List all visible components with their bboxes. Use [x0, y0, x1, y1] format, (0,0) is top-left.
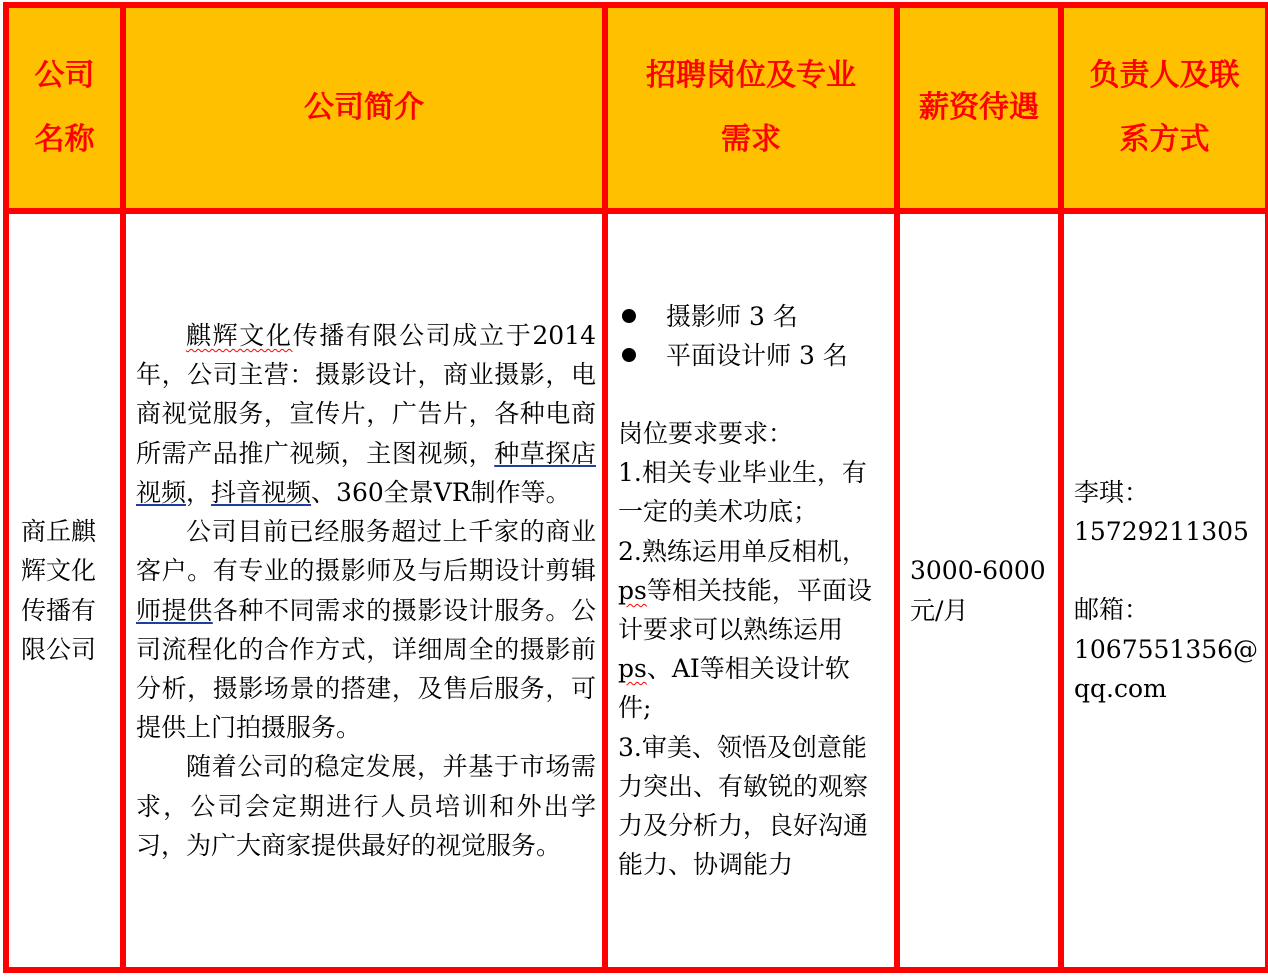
position-item-text-1: 摄影师 3 名: [666, 301, 798, 331]
salary-unit: 元/月: [910, 595, 969, 625]
intro-p1-sep: ，: [186, 477, 212, 507]
position-item: [618, 297, 876, 336]
intro-p2-text1: 公司目前已经服务超过上千家的商业客户。有专业的摄影师及与后期设计剪辑: [136, 517, 596, 586]
company-name-text3: 传播有: [21, 595, 97, 625]
header-company-intro-text: 公司简介: [304, 90, 424, 125]
company-name-line4: [21, 630, 118, 669]
requirement-2-part-a: 2.熟练运用单反相机，: [618, 536, 867, 566]
intro-p1-link1[interactable]: 种草探店视频: [136, 438, 596, 507]
company-name-line1: [21, 512, 118, 551]
data-row: [6, 211, 1268, 970]
header-company-name: [6, 5, 123, 211]
company-intro: [126, 316, 602, 865]
header-company-name-line1: 公司: [34, 58, 95, 93]
intro-p1-lead: 麒辉文化: [186, 321, 293, 351]
salary-cell: [897, 211, 1061, 970]
header-row: [6, 5, 1268, 211]
header-contact: [1061, 5, 1268, 211]
company-name-cell: [6, 211, 123, 970]
contact-phone: 15729211305: [1074, 517, 1249, 547]
requirement-2: [618, 532, 876, 728]
position-list: [618, 297, 876, 375]
company-name-text2: 辉文化: [21, 556, 97, 586]
intro-p2-link[interactable]: 师提供: [136, 595, 213, 625]
contact: [1064, 473, 1265, 708]
company-name-line3: [21, 591, 118, 630]
header-company-name-line2: 名称: [34, 122, 95, 157]
requirement-2-part-b: 等相关技能，平面设计要求可以熟练运用: [618, 575, 872, 644]
requirement-2-part-c: 、AI等相关设计软件;: [618, 654, 850, 723]
header-positions-line2: 需求: [721, 122, 781, 157]
requirement-3: 3.审美、领悟及创意能力突出、有敏锐的观察力及分析力，良好沟通能力、协调能力: [618, 732, 869, 880]
contact-cell: [1061, 211, 1268, 970]
intro-p1-text2: 、360全景VR制作等。: [311, 477, 571, 507]
requirement-2-ps-2: ps: [618, 654, 647, 684]
intro-paragraph-3: [136, 747, 596, 865]
header-company-intro: [123, 5, 605, 211]
salary: [900, 551, 1058, 629]
spacer: [1074, 551, 1259, 590]
spacer: [618, 375, 876, 414]
contact-name: 李琪：: [1074, 477, 1150, 507]
header-salary: [897, 5, 1061, 211]
header-positions-line1: 招聘岗位及专业: [646, 58, 856, 93]
intro-p3-text: 随着公司的稳定发展，并基于市场需求，公司会定期进行人员培训和外出学习，为广大商家提供最好的视觉服务。: [136, 752, 596, 860]
company-name-text1: 商丘麒: [21, 517, 97, 547]
positions-cell: [605, 211, 897, 970]
salary-range: 3000-6000: [910, 556, 1046, 586]
header-positions: [605, 5, 897, 211]
intro-paragraph-1: [136, 316, 596, 512]
header-contact-line1: 负责人及联: [1089, 58, 1240, 93]
requirements: [618, 414, 876, 884]
header-contact-line2: 系方式: [1119, 122, 1210, 157]
requirement-2-ps-1: ps: [618, 575, 647, 605]
requirements-title: 岗位要求要求：: [618, 418, 794, 448]
intro-p2-text2: 各种不同需求的摄影设计服务。公司流程化的合作方式，详细周全的摄影前分析，摄影场景的搭建，及售后服务，可提供上门拍摄服务。: [136, 595, 596, 743]
intro-p1-link2[interactable]: 抖音视频: [211, 477, 312, 507]
positions: [608, 297, 894, 885]
company-name: [9, 512, 120, 669]
requirement-1: 1.相关专业毕业生，有一定的美术功底；: [618, 458, 867, 527]
intro-paragraph-2: [136, 512, 596, 747]
company-name-text4: 限公司: [21, 634, 97, 664]
company-intro-cell: [123, 211, 605, 970]
header-salary-text: 薪资待遇: [919, 90, 1039, 125]
intro-p1-text1: 传播有限公司成立于2014年，公司主营：摄影设计，商业摄影，电商视觉服务，宣传片，广告片，各种电商所需产品推广视频，主图视频，: [136, 321, 596, 468]
contact-email-line2[interactable]: qq.com: [1074, 673, 1167, 703]
position-item-text-2: 平面设计师 3 名: [666, 340, 848, 370]
recruitment-table: [3, 2, 1268, 973]
contact-email-label: 邮箱：: [1074, 595, 1150, 625]
position-item: [618, 336, 876, 375]
contact-email-line1[interactable]: 1067551356@: [1074, 634, 1259, 664]
company-name-line2: [21, 551, 118, 590]
